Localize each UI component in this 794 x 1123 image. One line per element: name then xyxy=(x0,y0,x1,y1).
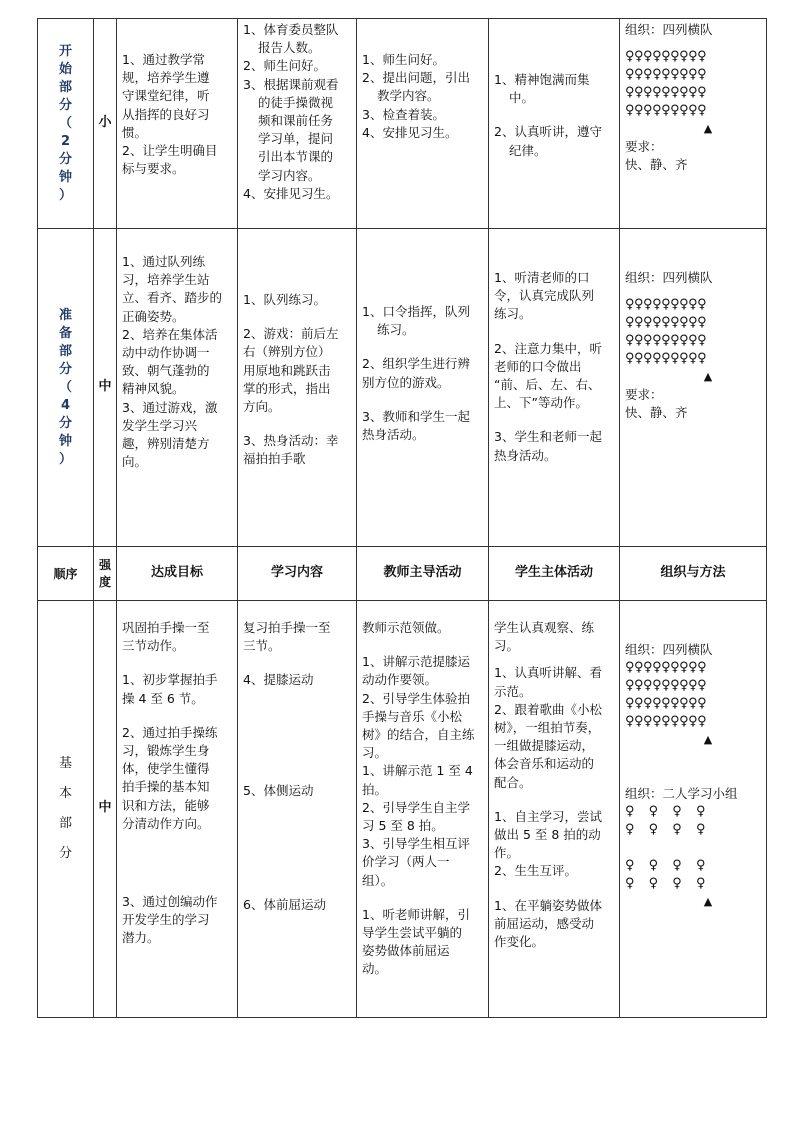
text-line: 3、检查着装。 xyxy=(362,106,445,122)
teacher-start xyxy=(357,19,489,229)
header-row xyxy=(38,547,767,601)
text-line: 三节动作。 xyxy=(122,638,185,654)
text-line: 动。 xyxy=(362,961,388,977)
text-line: 热身活动。 xyxy=(362,427,425,443)
org-title-pairs: 组织：二人学习小组 xyxy=(625,786,738,802)
org-title: 组织：四列横队 xyxy=(625,22,713,37)
student-row-icon: ♀♀♀♀♀♀♀♀♀ xyxy=(625,85,707,101)
row-start xyxy=(38,19,767,229)
text-line: 正确姿势。 xyxy=(122,308,185,324)
text-line: 3、通过游戏，激 xyxy=(122,399,218,415)
section-label-char: 分 xyxy=(58,97,72,113)
text-line: 4、安排见习生。 xyxy=(243,185,339,201)
text-line: 1、在平躺姿势做体 xyxy=(494,897,602,913)
text-line: “前、后、左、右、 xyxy=(494,377,601,393)
level-prep: 中 xyxy=(94,229,117,547)
section-label-char: 分 xyxy=(58,151,72,167)
header-org: 组织与方法 xyxy=(620,547,767,601)
seq-prep xyxy=(38,229,94,547)
text-line: 老师的口令做出 xyxy=(494,358,582,374)
text-line: 组）。 xyxy=(362,872,394,888)
section-label-char: （ xyxy=(58,115,72,131)
text-line: 导学生尝试平躺的 xyxy=(362,925,463,941)
content-item: 5、体侧运动 xyxy=(243,782,314,798)
text-line: 趣，辨别清楚方 xyxy=(122,436,210,452)
student-pair-icon: ♀ ♀ ♀ ♀ xyxy=(625,876,706,892)
text-line: 掌的形式，指出 xyxy=(243,380,331,396)
text-line: 福拍拍手歌 xyxy=(243,451,306,467)
section-label-char: ） xyxy=(58,187,72,203)
text-line: 作。 xyxy=(494,845,520,861)
org-main xyxy=(620,601,767,1018)
teacher-marker-icon: ▲ xyxy=(703,122,713,136)
text-line: 从指挥的良好习 xyxy=(122,106,210,122)
text-line: 规，培养学生遵 xyxy=(122,70,210,86)
student-row-icon: ♀♀♀♀♀♀♀♀♀ xyxy=(625,49,707,65)
text-line: 2、组织学生进行辨 xyxy=(362,356,470,372)
text-line: 的徒手操微视 xyxy=(258,94,334,110)
text-line: 频和课前任务 xyxy=(258,113,334,129)
text-line: 姿势做体前屈运 xyxy=(362,943,450,959)
text-line: 3、教师和学生一起 xyxy=(362,408,470,424)
student-pair-icon: ♀ ♀ ♀ ♀ xyxy=(625,804,706,820)
student-row-icon: ♀♀♀♀♀♀♀♀♀ xyxy=(625,297,707,313)
text-line: 2、游戏：前后左 xyxy=(243,326,339,342)
text-line: 2、认真听讲，遵守 xyxy=(494,124,602,140)
text-line: 4、安排见习生。 xyxy=(362,124,458,140)
text-line: 守课堂纪律，听 xyxy=(122,88,210,104)
section-label-char: 始 xyxy=(58,61,72,77)
text-line: 1、听清老师的口 xyxy=(494,270,590,285)
section-label-char: 部 xyxy=(58,79,72,95)
text-line: 向。 xyxy=(122,454,148,470)
text-line: 分清动作方向。 xyxy=(122,815,210,831)
text-line: 致、朝气蓬勃的 xyxy=(122,363,210,379)
text-line: 体，使学生懂得 xyxy=(122,761,210,777)
text-line: 习，锻炼学生身 xyxy=(122,743,210,759)
content-main xyxy=(238,601,357,1018)
text-line: 别方位的游戏。 xyxy=(362,374,450,390)
text-line: 习，培养学生站 xyxy=(122,272,210,288)
text-line: 1、讲解示范 1 至 4 xyxy=(362,763,473,779)
text-line: 操 4 至 6 节。 xyxy=(122,690,204,706)
text-line: 令，认真完成队列 xyxy=(494,288,595,304)
text-line: 标与要求。 xyxy=(122,161,185,177)
lesson-plan-table xyxy=(37,18,767,1018)
text-line: 拍手操的基本知 xyxy=(122,779,210,795)
section-label-char: 钟 xyxy=(58,433,72,449)
text-line: 3、学生和老师一起 xyxy=(494,429,602,445)
header-seq: 顺序 xyxy=(38,547,94,601)
goal-start xyxy=(117,19,238,229)
text-line: 2、培养在集体活 xyxy=(122,326,218,342)
text-line: 方向。 xyxy=(243,399,281,415)
text-line: 巩固拍手操一至 xyxy=(122,620,210,635)
section-label-char: 部 xyxy=(58,343,72,359)
text-line: 用原地和跳跃击 xyxy=(243,362,331,378)
teacher-prep xyxy=(357,229,489,547)
requirement-value: 快、静、齐 xyxy=(625,157,688,173)
text-line: 2、注意力集中，听 xyxy=(494,340,602,356)
level-start: 小 xyxy=(94,19,117,229)
text-line: 习。 xyxy=(494,638,520,654)
teacher-marker-icon: ▲ xyxy=(703,733,713,747)
text-line: 拍。 xyxy=(362,781,388,797)
student-row-icon: ♀♀♀♀♀♀♀♀♀ xyxy=(625,696,707,712)
seq-start xyxy=(38,19,94,229)
header-teacher: 教师主导活动 xyxy=(357,547,489,601)
student-row-icon: ♀♀♀♀♀♀♀♀♀ xyxy=(625,67,707,83)
row-main xyxy=(38,601,767,1018)
section-label-char: 基 xyxy=(58,756,72,771)
section-label-char: 分 xyxy=(58,846,72,861)
student-row-icon: ♀♀♀♀♀♀♀♀♀ xyxy=(625,103,707,119)
text-line: 示范。 xyxy=(494,683,532,699)
teacher-marker-icon: ▲ xyxy=(703,370,713,384)
text-line: 1、自主学习，尝试 xyxy=(494,808,602,824)
text-line: 3、热身活动：幸 xyxy=(243,433,339,449)
student-main xyxy=(489,601,620,1018)
text-line: 1、通过教学常 xyxy=(122,52,205,67)
level-main: 中 xyxy=(94,601,117,1018)
student-row-icon: ♀♀♀♀♀♀♀♀♀ xyxy=(625,315,707,331)
seq-main xyxy=(38,601,94,1018)
text-line: 学习单，提问 xyxy=(258,131,334,147)
text-line: 价学习（两人一 xyxy=(362,854,450,870)
text-line: 习 5 至 8 拍。 xyxy=(362,818,444,834)
text-line: 学习内容。 xyxy=(258,167,321,183)
student-pair-icon: ♀ ♀ ♀ ♀ xyxy=(625,858,706,874)
student-pair-icon: ♀ ♀ ♀ ♀ xyxy=(625,822,706,838)
formation xyxy=(625,296,761,368)
header-level: 强度 xyxy=(94,547,117,601)
section-label-char: 开 xyxy=(58,43,72,59)
pair-groups xyxy=(625,803,761,893)
text-line: 2、让学生明确目 xyxy=(122,143,218,159)
text-line: 3、根据课前观看 xyxy=(243,76,339,92)
content-item: 4、提膝运动 xyxy=(243,672,314,688)
org-title: 组织：四列横队 xyxy=(625,270,713,285)
teacher-marker-icon: ▲ xyxy=(703,895,713,909)
text-line: 纪律。 xyxy=(509,142,547,158)
student-prep xyxy=(489,229,620,547)
text-line: 三节。 xyxy=(243,638,281,654)
text-line: 热身活动。 xyxy=(494,447,557,463)
text-line: 惯。 xyxy=(122,124,148,140)
text-line: 1、讲解示范提膝运 xyxy=(362,654,470,670)
text-line: 2、提出问题，引出 xyxy=(362,70,470,86)
text-line: 识和方法，能够 xyxy=(122,797,210,813)
text-line: 树》的结合，自主练 xyxy=(362,727,475,743)
content-item: 6、体前屈运动 xyxy=(243,896,326,912)
section-label-char: 备 xyxy=(58,325,72,341)
text-line: 复习拍手操一至 xyxy=(243,620,331,635)
text-line: 1、队列练习。 xyxy=(243,292,326,307)
text-line: 动中动作协调一 xyxy=(122,345,210,361)
text-line: 1、认真听讲解、看 xyxy=(494,665,602,681)
text-line: 2、跟着歌曲《小松 xyxy=(494,701,602,717)
text-line: 动动作要领。 xyxy=(362,672,438,688)
org-title: 组织：四列横队 xyxy=(625,642,713,657)
text-line: 学生认真观察、练 xyxy=(494,620,595,635)
section-label-char: 部 xyxy=(58,816,72,831)
section-label-char: ） xyxy=(58,451,72,467)
formation xyxy=(625,659,761,731)
section-label-char: 分 xyxy=(58,361,72,377)
student-row-icon: ♀♀♀♀♀♀♀♀♀ xyxy=(625,660,707,676)
student-row-icon: ♀♀♀♀♀♀♀♀♀ xyxy=(625,351,707,367)
text-line: 树》，一组拍节奏， xyxy=(494,720,601,736)
text-line: 1、通过队列练 xyxy=(122,254,205,269)
text-line: 作变化。 xyxy=(494,934,545,950)
text-line: 立、看齐、踏步的 xyxy=(122,290,223,306)
header-content: 学习内容 xyxy=(238,547,357,601)
requirement-label: 要求： xyxy=(625,387,663,403)
teacher-item: 教师示范领做。 xyxy=(362,620,450,635)
content-start xyxy=(238,19,357,229)
text-line: 做出 5 至 8 拍的动 xyxy=(494,827,601,843)
goal-prep xyxy=(117,229,238,547)
text-line: 教学内容。 xyxy=(377,88,440,104)
text-line: 发学生学习兴 xyxy=(122,417,198,433)
text-line: 习。 xyxy=(362,745,388,761)
text-line: 1、体育委员整队 xyxy=(243,22,339,37)
header-student: 学生主体活动 xyxy=(489,547,620,601)
student-start xyxy=(489,19,620,229)
section-label-char: 4 xyxy=(60,397,71,413)
text-line: 2、师生问好。 xyxy=(243,58,326,74)
requirement-value: 快、静、齐 xyxy=(625,405,688,421)
section-label-char: 分 xyxy=(58,415,72,431)
text-line: 右（辨别方位） xyxy=(243,344,331,360)
row-prep xyxy=(38,229,767,547)
text-line: 2、生生互评。 xyxy=(494,863,577,879)
header-goal: 达成目标 xyxy=(117,547,238,601)
text-line: 1、听老师讲解，引 xyxy=(362,906,470,922)
text-line: 开发学生的学习 xyxy=(122,912,210,928)
text-line: 上、下”等动作。 xyxy=(494,395,588,411)
text-line: 3、引导学生相互评 xyxy=(362,836,470,852)
formation xyxy=(625,48,761,120)
student-row-icon: ♀♀♀♀♀♀♀♀♀ xyxy=(625,678,707,694)
text-line: 3、通过创编动作 xyxy=(122,894,218,910)
text-line: 2、通过拍手操练 xyxy=(122,724,218,740)
text-line: 1、口令指挥，队列 xyxy=(362,304,470,319)
text-line: 练习。 xyxy=(494,306,532,322)
text-line: 潜力。 xyxy=(122,930,160,946)
text-line: 2、引导学生体验拍 xyxy=(362,690,470,706)
org-start xyxy=(620,19,767,229)
section-label-char: 钟 xyxy=(58,169,72,185)
text-line: 手操与音乐《小松 xyxy=(362,708,463,724)
text-line: 报告人数。 xyxy=(258,40,321,56)
teacher-main xyxy=(357,601,489,1018)
org-prep xyxy=(620,229,767,547)
text-line: 体会音乐和运动的 xyxy=(494,756,595,772)
text-line: 1、初步掌握拍手 xyxy=(122,672,218,688)
text-line: 练习。 xyxy=(377,322,415,338)
text-line: 1、精神饱满而集 xyxy=(494,72,590,87)
text-line: 2、引导学生自主学 xyxy=(362,799,470,815)
text-line: 1、师生问好。 xyxy=(362,52,445,67)
text-line: 前屈运动，感受动 xyxy=(494,915,595,931)
text-line: 精神风貌。 xyxy=(122,381,185,397)
section-label-char: 2 xyxy=(60,133,71,149)
content-prep xyxy=(238,229,357,547)
goal-main xyxy=(117,601,238,1018)
text-line: 引出本节课的 xyxy=(258,149,334,165)
section-label-char: 本 xyxy=(58,786,72,801)
section-label-char: 准 xyxy=(58,307,72,323)
student-row-icon: ♀♀♀♀♀♀♀♀♀ xyxy=(625,333,707,349)
text-line: 配合。 xyxy=(494,774,532,790)
text-line: 中。 xyxy=(509,90,535,106)
section-label-char: （ xyxy=(58,379,72,395)
requirement-label: 要求： xyxy=(625,139,663,155)
student-row-icon: ♀♀♀♀♀♀♀♀♀ xyxy=(625,714,707,730)
text-line: 一组做提膝运动， xyxy=(494,738,595,754)
